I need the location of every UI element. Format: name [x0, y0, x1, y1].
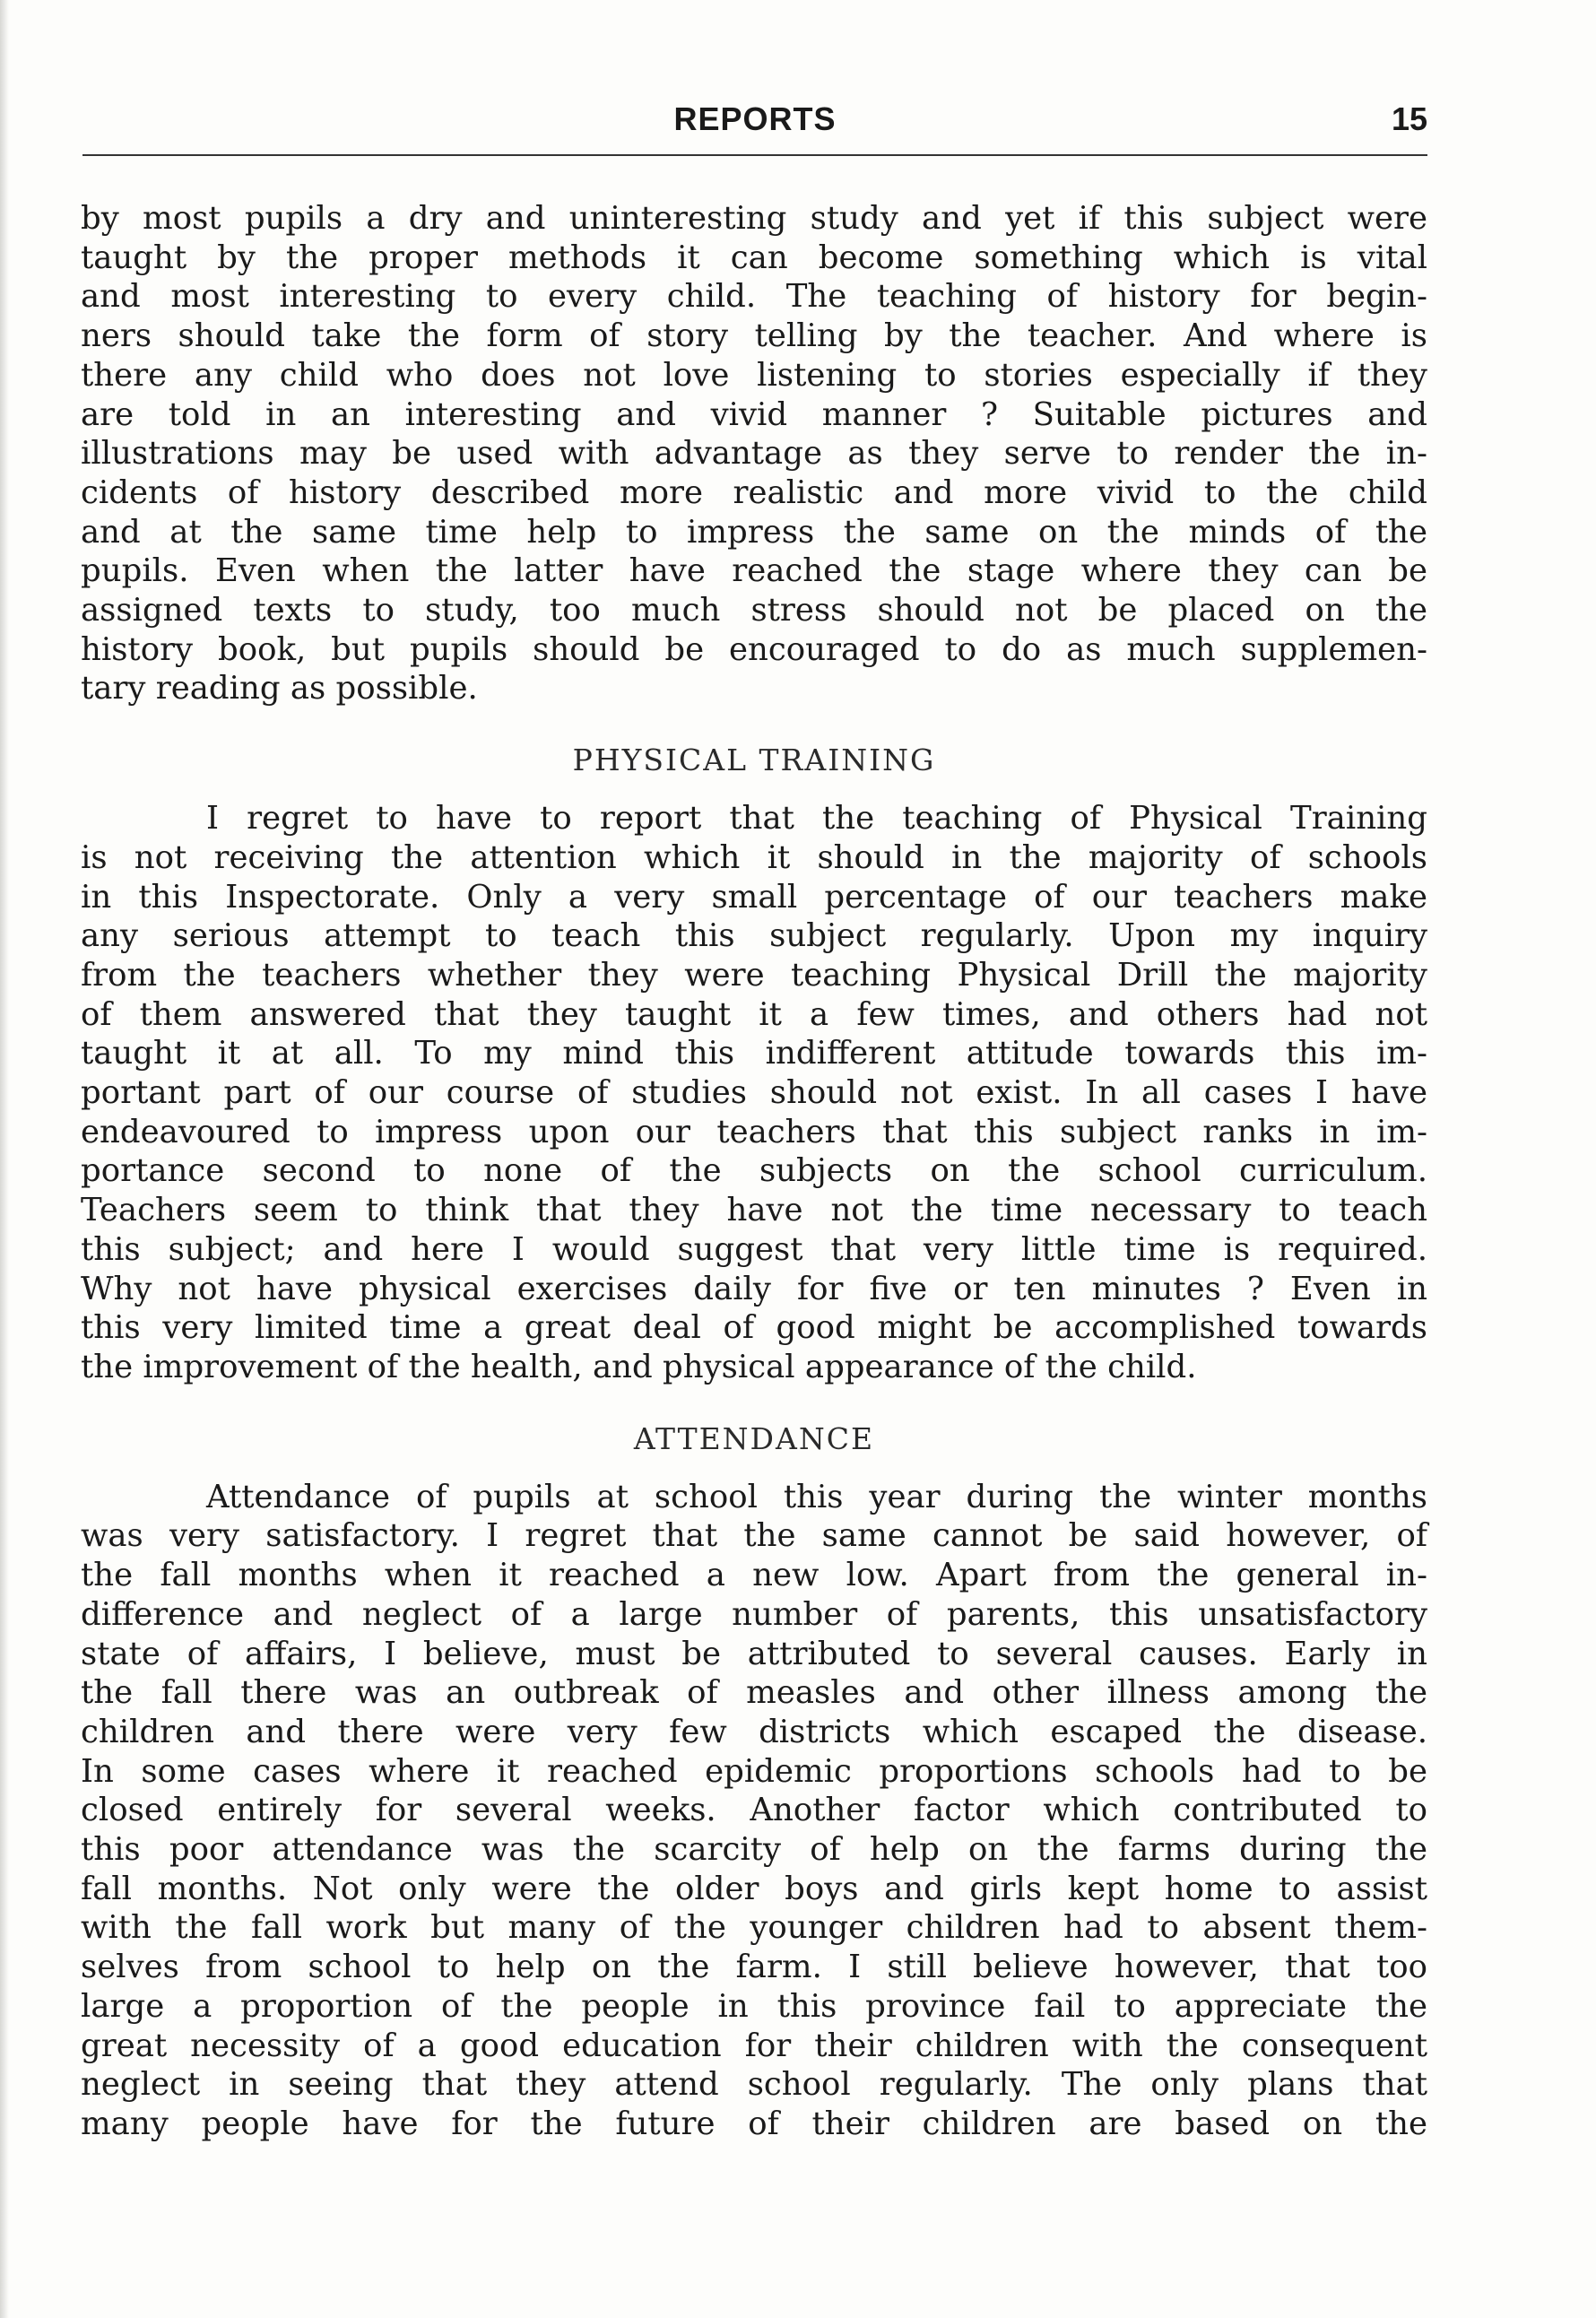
text-line: in this Inspectorate. Only a very small percentage of our teachers make — [81, 878, 1427, 916]
text-line: are told in an interesting and vivid manner ? Suitable pictures and — [81, 395, 1427, 433]
running-title: REPORTS — [673, 100, 837, 137]
header-rule — [82, 154, 1427, 156]
text-line: neglect in seeing that they attend school regularly. The only plans that — [81, 2066, 1427, 2104]
text-line: taught by the proper methods it can become something which is vital — [81, 239, 1427, 276]
text-line: selves from school to help on the farm. I still believe however, that too — [81, 1949, 1427, 1986]
text-line: state of affairs, I believe, must be attributed to several causes. Early in — [81, 1635, 1427, 1672]
text-line: Attendance of pupils at school this year during the winter months — [206, 1478, 1427, 1515]
text-line: this subject; and here I would suggest that very little time is required. — [81, 1230, 1427, 1268]
text-line: illustrations may be used with advantage as they serve to render the in- — [81, 435, 1427, 473]
text-line: this very limited time a great deal of good might be accomplished towards — [81, 1309, 1427, 1347]
text-line: endeavoured to impress upon our teachers that this subject ranks in im- — [81, 1113, 1427, 1150]
text-line: Teachers seem to think that they have not the time necessary to teach — [81, 1192, 1427, 1229]
text-line: pupils. Even when the latter have reached the stage where they can be — [81, 552, 1427, 590]
text-line: taught it at all. To my mind this indifferent attitude towards this im- — [81, 1035, 1427, 1072]
history-paragraph — [81, 199, 1427, 708]
text-line: great necessity of a good education for their children with the consequent — [81, 2027, 1427, 2064]
text-line: closed entirely for several weeks. Another factor which contributed to — [81, 1792, 1427, 1829]
text-line: there any child who does not love listening to stories especially if they — [81, 356, 1427, 394]
text-line: the fall months when it reached a new low. Apart from the general in- — [81, 1557, 1427, 1594]
running-header — [82, 100, 1427, 151]
attendance-paragraph — [81, 1478, 1427, 2144]
text-line: tary reading as possible. — [81, 670, 478, 708]
text-column — [81, 199, 1427, 2144]
text-line: In some cases where it reached epidemic proportions schools had to be — [81, 1752, 1427, 1790]
text-line: the improvement of the health, and physical appearance of the child. — [81, 1348, 1197, 1385]
text-line: and most interesting to every child. The teaching of history for begin- — [81, 278, 1427, 316]
text-line: fall months. Not only were the older boys and girls kept home to assist — [81, 1870, 1427, 1907]
text-line: I regret to have to report that the teaching of Physical Training — [206, 800, 1427, 838]
text-line: difference and neglect of a large number of parents, this unsatisfactory — [81, 1595, 1427, 1633]
text-line: the fall there was an outbreak of measles and other illness among the — [81, 1674, 1427, 1712]
text-line: portance second to none of the subjects on the school curriculum. — [81, 1152, 1427, 1190]
text-line: children and there were very few districts which escaped the disease. — [81, 1713, 1427, 1750]
text-line: many people have for the future of their children are based on the — [81, 2105, 1427, 2142]
text-line: history book, but pupils should be encouraged to do as much supplemen- — [81, 630, 1427, 668]
text-line: from the teachers whether they were teaching Physical Drill the majority — [81, 956, 1427, 994]
page-number: 15 — [1391, 100, 1427, 137]
text-line: ners should take the form of story telling by the teacher. And where is — [81, 317, 1427, 355]
page-edge-shadow — [0, 0, 9, 2318]
text-line: with the fall work but many of the younger children had to absent them- — [81, 1909, 1427, 1947]
text-line: Why not have physical exercises daily for five or ten minutes ? Even in — [81, 1270, 1427, 1307]
physical-training-paragraph — [81, 799, 1427, 1387]
text-line: was very satisfactory. I regret that the same cannot be said however, of — [81, 1517, 1427, 1555]
text-line: cidents of history described more realistic and more vivid to the child — [81, 473, 1427, 511]
text-line: any serious attempt to teach this subject regularly. Upon my inquiry — [81, 917, 1427, 955]
section-heading-physical-training: PHYSICAL TRAINING — [572, 742, 936, 778]
text-line: is not receiving the attention which it should in the majority of schools — [81, 838, 1427, 876]
text-line: assigned texts to study, too much stress should not be placed on the — [81, 592, 1427, 629]
text-line: of them answered that they taught it a few times, and others had not — [81, 995, 1427, 1033]
text-line: large a proportion of the people in this province fail to appreciate the — [81, 1987, 1427, 2025]
section-heading-attendance: ATTENDANCE — [633, 1420, 875, 1456]
text-line: by most pupils a dry and uninteresting study and yet if this subject were — [81, 200, 1427, 237]
text-line: portant part of our course of studies should not exist. In all cases I have — [81, 1074, 1427, 1112]
text-line: and at the same time help to impress the same on the minds of the — [81, 513, 1427, 551]
text-line: this poor attendance was the scarcity of help on the farms during the — [81, 1831, 1427, 1869]
